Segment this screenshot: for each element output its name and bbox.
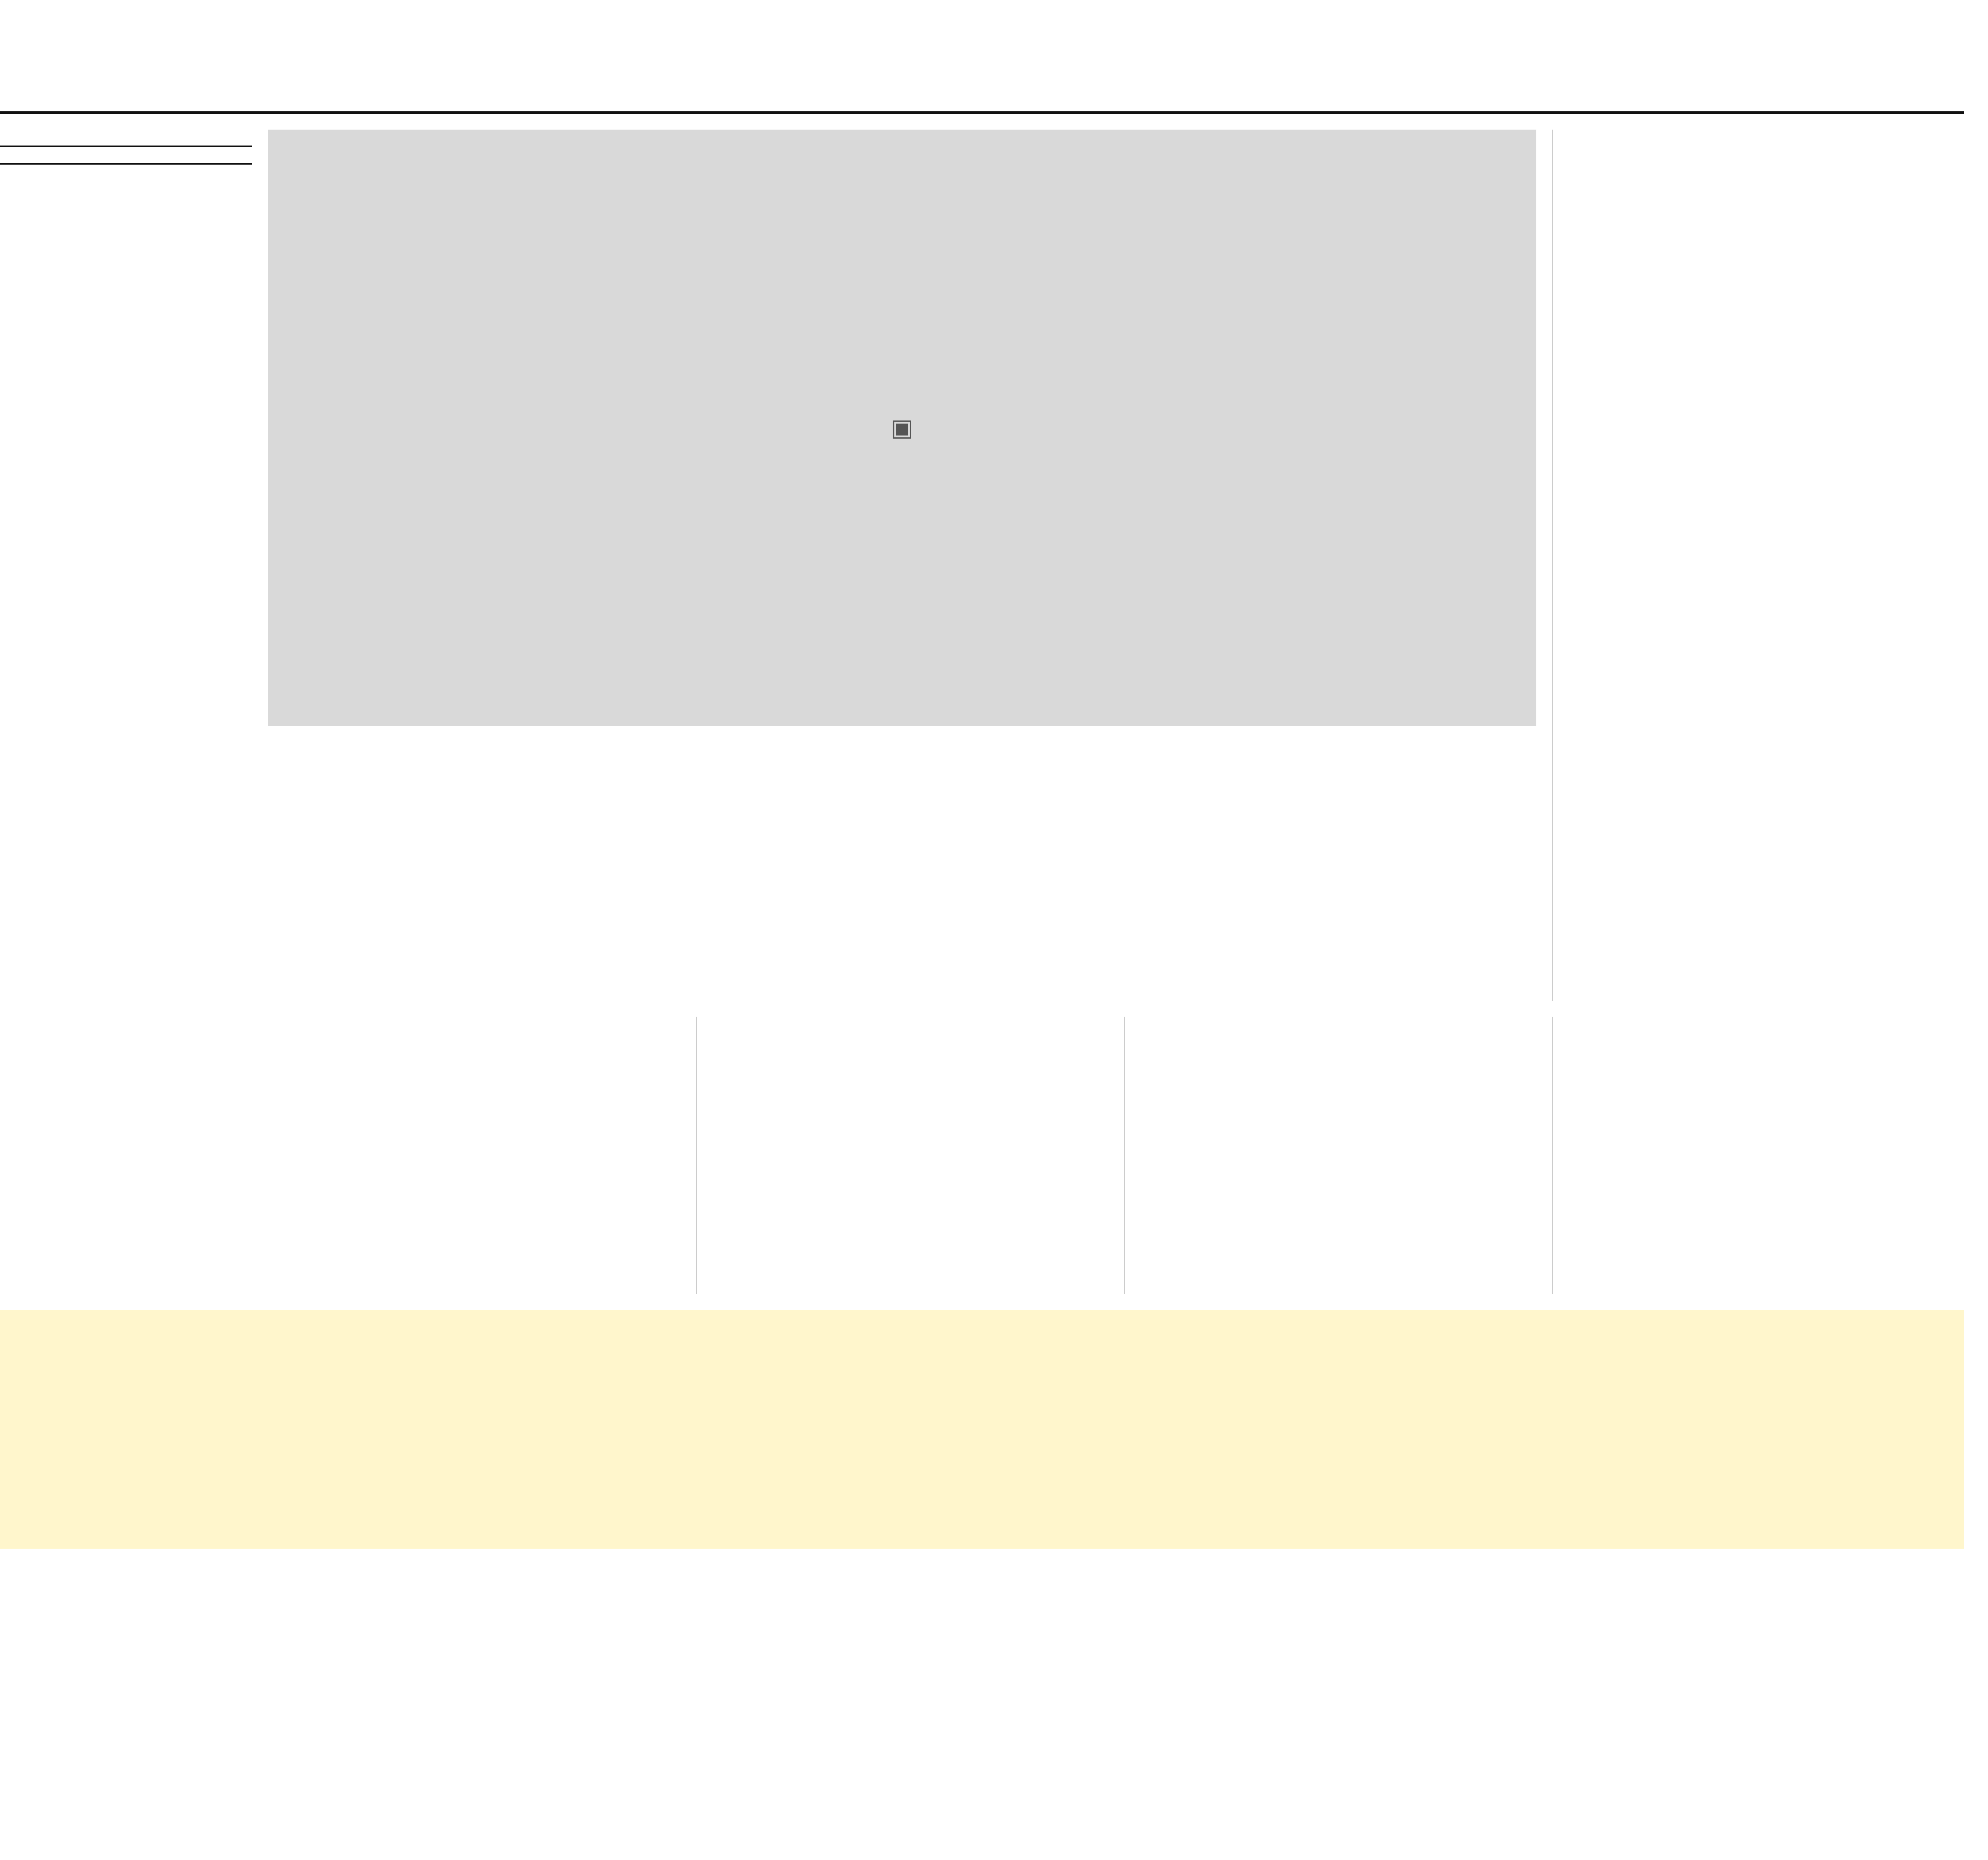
column-5 [0,130,252,1001]
pullquote [0,146,252,165]
article-body [0,114,1964,1823]
column-1 [1552,130,1965,1001]
article-photo [268,130,1536,726]
headline [0,16,1964,114]
column-2 [1552,1017,1965,1295]
advertisement-block [0,1310,1964,1549]
column-3 [1124,1017,1536,1295]
column-4 [696,1017,1109,1295]
photo-placeholder-icon: ▣ [891,414,914,442]
